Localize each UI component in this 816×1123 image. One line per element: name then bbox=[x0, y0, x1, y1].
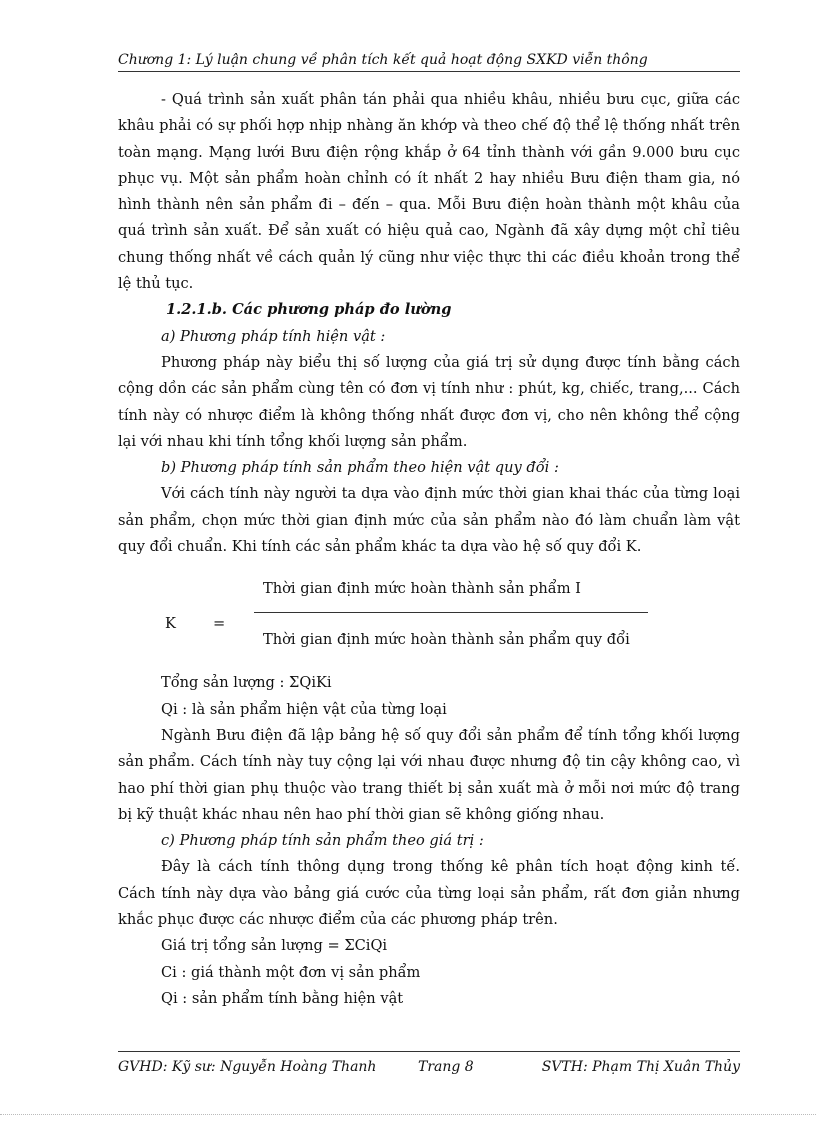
total-output-formula: Tổng sản lượng : ΣQiKi bbox=[161, 674, 332, 692]
page-number: Trang 8 bbox=[418, 1059, 474, 1075]
total-value-formula: Giá trị tổng sản lượng = ΣCiQi bbox=[161, 937, 388, 955]
subheading-physical-method: a) Phương pháp tính hiện vật : bbox=[161, 327, 386, 345]
page-footer bbox=[118, 1051, 740, 1075]
page-header: Chương 1: Lý luận chung về phân tích kết quả hoạt động SXKD viễn thông bbox=[118, 50, 740, 72]
paragraph-conversion-table: Ngành Bưu điện đã lập bảng hệ số quy đổi sản phẩm để tính tổng khối lượng sản phẩm. Cách tính này tuy cộng lại với nhau được nhưng độ tin cậy không cao, vì hao phí thời gian phụ thuộc vào trang thiết bị sản xuất mà ở mỗi nơi mức độ trang bị kỹ thuật khác nhau nên hao phí thời gian sẽ không giống nhau. bbox=[118, 726, 740, 823]
page-body bbox=[118, 87, 740, 1012]
qi-definition: Qi : là sản phẩm hiện vật của từng loại bbox=[161, 700, 447, 718]
paragraph-converted-method: Với cách tính này người ta dựa vào định mức thời gian khai thác của từng loại sản phẩm, chọn mức thời gian định mức của sản phẩm nào đó làm chuẩn làm vật quy đổi chuẩn. Khi tính các sản phẩm khác ta dựa vào hệ số quy đổi K. bbox=[118, 485, 740, 556]
qi-unit-definition: Qi : sản phẩm tính bằng hiện vật bbox=[161, 989, 404, 1007]
section-heading: 1.2.1.b. Các phương pháp đo lường bbox=[166, 301, 452, 319]
paragraph-value-method: Đây là cách tính thông dụng trong thống kê phân tích hoạt động kinh tế. Cách tính này dựa vào bảng giá cước của từng loại sản phẩm, rất đơn giản nhưng khắc phục được các nhược điểm của các phương pháp trên. bbox=[118, 858, 740, 929]
paragraph-production-process: - Quá trình sản xuất phân tán phải qua nhiều khâu, nhiều bưu cục, giữa các khâu phải có sự phối hợp nhịp nhàng ăn khớp và theo chế độ thể lệ thống nhất trên toàn mạng. Mạng lưới Bưu điện rộng khắp ở 64 tỉnh thành với gần 9.000 bưu cục phục vụ. Một sản phẩm hoàn chỉnh có ít nhất 2 hay nhiều Bưu điện tham gia, nó hình thành nên sản phẩm đi – đến – qua. Mỗi Bưu điện hoàn thành một khâu của quá trình sản xuất. Để sản xuất có hiệu quả cao, Ngành đã xây dựng một chỉ tiêu chung thống nhất về cách quản lý cũng như việc thực thi các điều khoản trong thể lệ thủ tục. bbox=[118, 91, 740, 293]
paragraph-physical-method: Phương pháp này biểu thị số lượng của giá trị sử dụng được tính bằng cách cộng dồn các sản phẩm cùng tên có đơn vị tính như : phút, kg, chiếc, trang,... Cách tính này có nhược điểm là không thống nhất được đơn vị, cho nên không thể cộng lại với nhau khi tính tổng khối lượng sản phẩm. bbox=[118, 353, 740, 450]
footer-student: SVTH: Phạm Thị Xuân Thủy bbox=[541, 1059, 740, 1075]
subheading-value-method: c) Phương pháp tính sản phẩm theo giá trị : bbox=[161, 832, 484, 850]
conversion-formula bbox=[118, 576, 740, 670]
fraction-bar bbox=[254, 612, 648, 613]
subheading-converted-method: b) Phương pháp tính sản phẩm theo hiện vật quy đổi : bbox=[161, 459, 559, 477]
formula-lhs: K bbox=[165, 615, 176, 633]
formula-numerator: Thời gian định mức hoàn thành sản phẩm I bbox=[263, 580, 581, 598]
formula-denominator: Thời gian định mức hoàn thành sản phẩm quy đổi bbox=[263, 631, 630, 649]
ci-definition: Ci : giá thành một đơn vị sản phẩm bbox=[161, 963, 421, 981]
footer-supervisor: GVHD: Kỹ sư: Nguyễn Hoàng Thanh bbox=[118, 1059, 377, 1075]
formula-equals: = bbox=[213, 615, 226, 633]
page-edge-divider bbox=[0, 1114, 816, 1115]
